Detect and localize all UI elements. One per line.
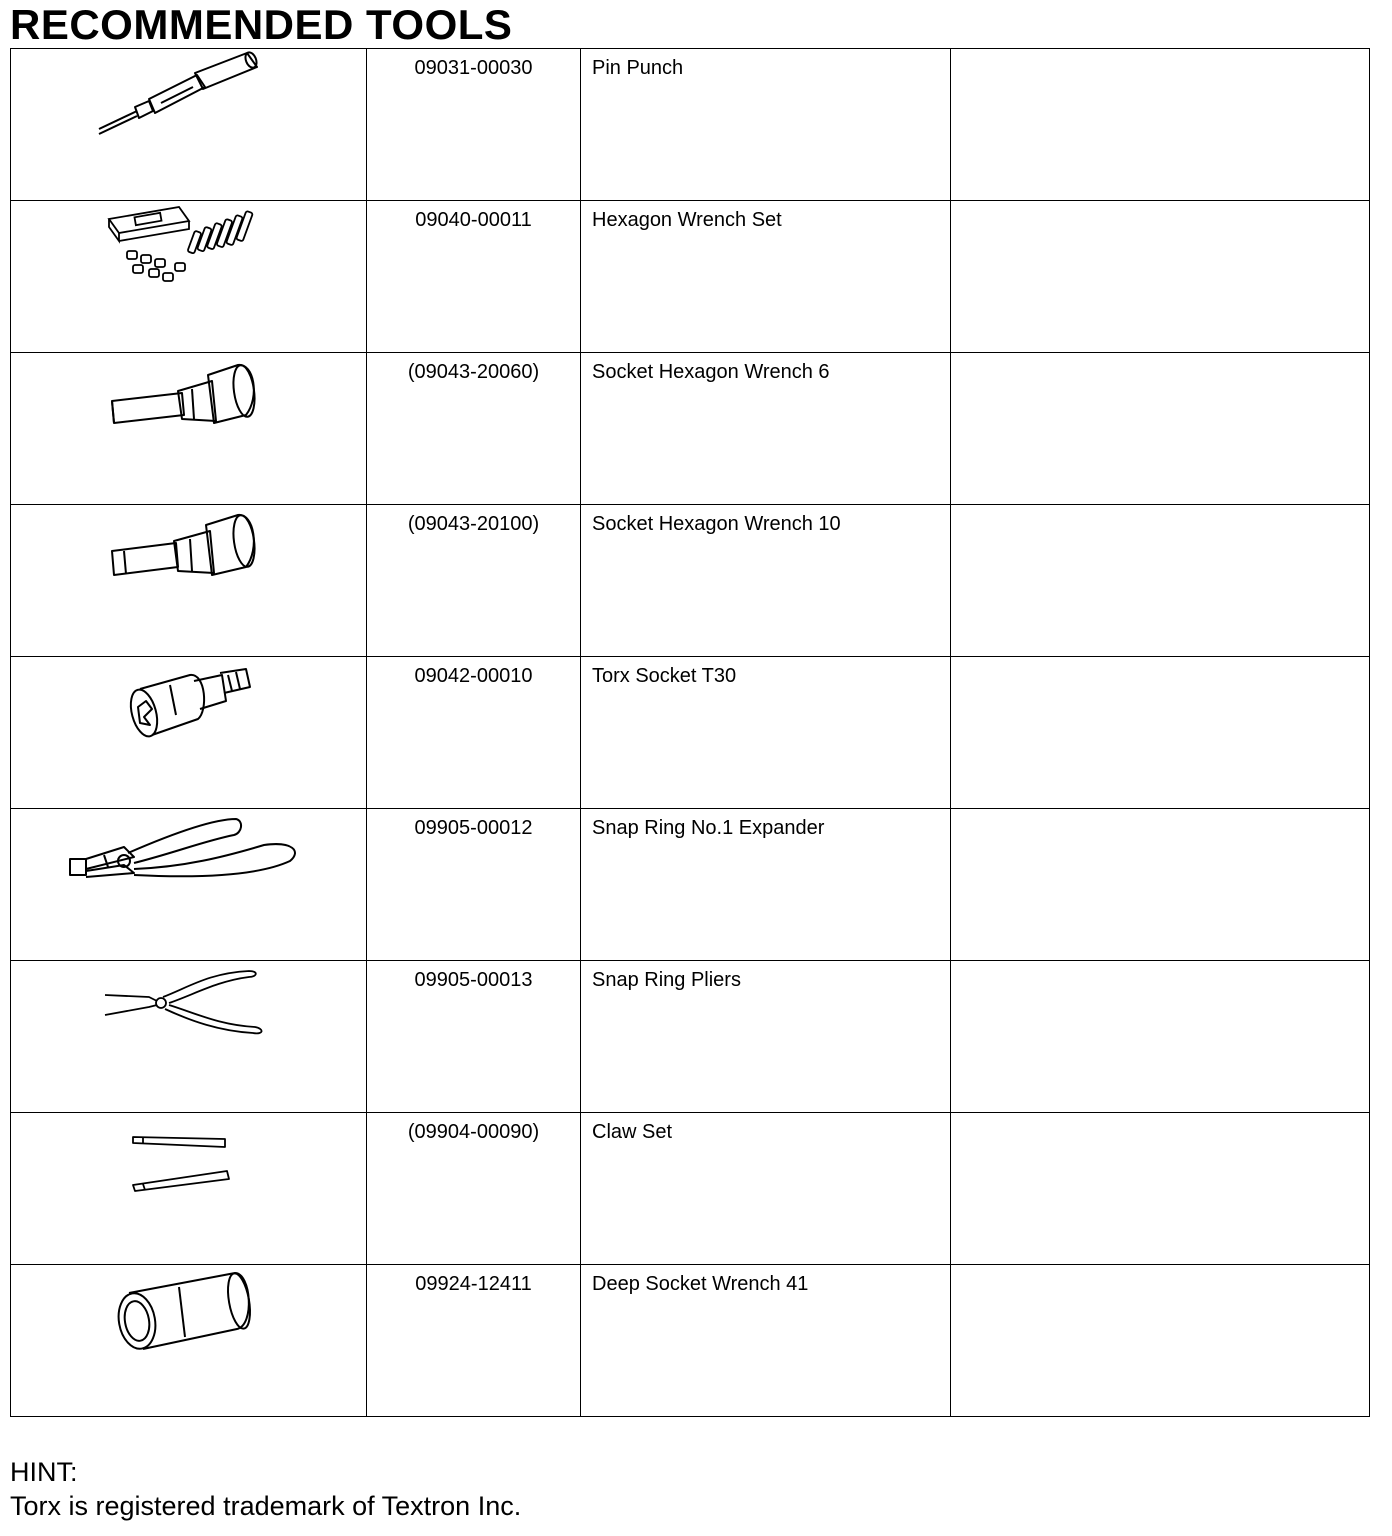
tool-image-cell bbox=[11, 353, 367, 505]
empty-cell bbox=[951, 505, 1370, 657]
table-row bbox=[11, 961, 1370, 1113]
tool-image-cell bbox=[11, 505, 367, 657]
hint-text: Torx is registered trademark of Textron Inc. bbox=[10, 1490, 522, 1521]
table-row bbox=[11, 1113, 1370, 1265]
snap-ring-expander-icon bbox=[64, 809, 314, 899]
tool-image-cell bbox=[11, 961, 367, 1113]
claw-set-icon bbox=[129, 1113, 249, 1203]
torx-socket-icon bbox=[114, 657, 264, 747]
empty-cell bbox=[951, 657, 1370, 809]
table-row bbox=[11, 49, 1370, 201]
tool-name: Snap Ring Pliers bbox=[592, 969, 741, 991]
tool-image-cell bbox=[11, 201, 367, 353]
empty-cell bbox=[951, 201, 1370, 353]
socket-hexagon-wrench-icon bbox=[104, 505, 274, 595]
snap-ring-pliers-icon bbox=[99, 961, 279, 1051]
part-number: 09905-00012 bbox=[414, 817, 533, 839]
deep-socket-wrench-icon bbox=[109, 1265, 269, 1365]
empty-cell bbox=[951, 1265, 1370, 1417]
tool-image-cell bbox=[11, 809, 367, 961]
tool-image-cell bbox=[11, 1113, 367, 1265]
pin-punch-icon bbox=[89, 49, 289, 149]
hexagon-wrench-set-icon bbox=[99, 201, 279, 291]
tools-table bbox=[10, 48, 1370, 1417]
empty-cell bbox=[951, 353, 1370, 505]
tool-name: Socket Hexagon Wrench 6 bbox=[592, 361, 830, 383]
tool-image-cell bbox=[11, 1265, 367, 1417]
tool-name: Claw Set bbox=[592, 1121, 673, 1143]
tool-name: Snap Ring No.1 Expander bbox=[592, 817, 825, 839]
empty-cell bbox=[951, 961, 1370, 1113]
empty-cell bbox=[951, 809, 1370, 961]
tool-name: Deep Socket Wrench 41 bbox=[592, 1273, 809, 1295]
page-title: RECOMMENDED TOOLS bbox=[10, 1, 513, 48]
table-row bbox=[11, 201, 1370, 353]
table-row bbox=[11, 1265, 1370, 1417]
part-number: 09031-00030 bbox=[414, 57, 533, 79]
tool-name: Socket Hexagon Wrench 10 bbox=[592, 513, 841, 535]
part-number: 09905-00013 bbox=[414, 969, 533, 991]
socket-hexagon-wrench-icon bbox=[104, 353, 274, 443]
part-number: 09924-12411 bbox=[415, 1273, 532, 1295]
tool-name: Torx Socket T30 bbox=[592, 665, 737, 687]
table-row bbox=[11, 809, 1370, 961]
part-number: 09040-00011 bbox=[415, 209, 532, 231]
part-number: 09042-00010 bbox=[414, 665, 533, 687]
table-row bbox=[11, 657, 1370, 809]
tool-name: Hexagon Wrench Set bbox=[592, 209, 782, 231]
table-row bbox=[11, 505, 1370, 657]
part-number: (09904-00090) bbox=[407, 1121, 540, 1143]
empty-cell bbox=[951, 1113, 1370, 1265]
hint-label: HINT: bbox=[10, 1457, 78, 1487]
table-row bbox=[11, 353, 1370, 505]
tool-image-cell bbox=[11, 657, 367, 809]
empty-cell bbox=[951, 49, 1370, 201]
hint-block bbox=[10, 1456, 521, 1524]
part-number: (09043-20060) bbox=[407, 361, 540, 383]
tool-image-cell bbox=[11, 49, 367, 201]
tool-name: Pin Punch bbox=[592, 57, 684, 79]
part-number: (09043-20100) bbox=[407, 513, 540, 535]
